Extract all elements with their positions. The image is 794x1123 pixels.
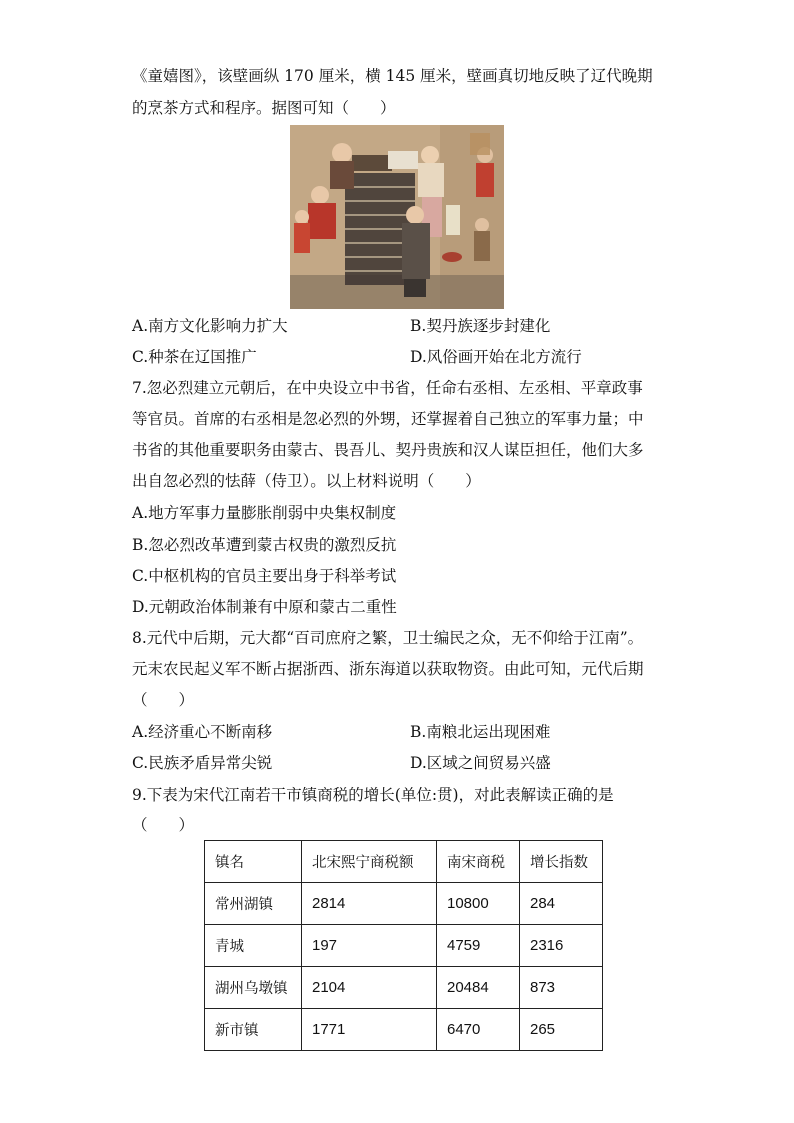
- q6-option-c[interactable]: C.种茶在辽国推广: [132, 348, 257, 366]
- q6-option-b[interactable]: B.契丹族逐步封建化: [410, 317, 551, 335]
- q6-option-d[interactable]: D.风俗画开始在北方流行: [410, 348, 582, 366]
- q7-option-c[interactable]: C.中枢机构的官员主要出身于科举考试: [132, 567, 397, 585]
- table-cell: 2104: [302, 967, 437, 1009]
- q7-option-a[interactable]: A.地方军事力量膨胀削弱中央集权制度: [132, 504, 397, 522]
- town-name-cell: 湖州乌墩镇: [205, 967, 302, 1009]
- table-cell: 6470: [437, 1009, 520, 1051]
- table-cell: 873: [520, 967, 603, 1009]
- town-name-cell: 新市镇: [205, 1009, 302, 1051]
- mural-image: [290, 125, 504, 309]
- table-header-cell: 北宋熙宁商税额: [302, 841, 437, 883]
- q8-stem-line2: 元末农民起义军不断占据浙西、浙东海道以获取物资。由此可知，元代后期: [132, 660, 644, 678]
- q8-option-a[interactable]: A.经济重心不断南移: [132, 723, 273, 741]
- town-name-cell: 青城: [205, 925, 302, 967]
- q7-option-b[interactable]: B.忽必烈改革遭到蒙古权贵的激烈反抗: [132, 536, 397, 554]
- q9-stem-line1: 9.下表为宋代江南若干市镇商税的增长(单位:贯)，对此表解读正确的是: [132, 786, 614, 804]
- table-row: [205, 1009, 603, 1051]
- table-cell: 265: [520, 1009, 603, 1051]
- table-cell: 20484: [437, 967, 520, 1009]
- q7-stem-line2: 等官员。首席的右丞相是忽必烈的外甥，还掌握着自己独立的军事力量；中: [132, 410, 644, 428]
- table-row: [205, 967, 603, 1009]
- table-cell: 1771: [302, 1009, 437, 1051]
- table-cell: 2814: [302, 883, 437, 925]
- q7-stem-line4: 出自忽必烈的怯薛（侍卫）。以上材料说明（ ）: [132, 472, 481, 490]
- table-cell: 10800: [437, 883, 520, 925]
- q6-option-a[interactable]: A.南方文化影响力扩大: [132, 317, 288, 335]
- q7-stem-line1: 7.忽必烈建立元朝后，在中央设立中书省，任命右丞相、左丞相、平章政事: [132, 379, 643, 397]
- table-row: [205, 925, 603, 967]
- q8-option-d[interactable]: D.区域之间贸易兴盛: [410, 754, 551, 772]
- table-cell: 284: [520, 883, 603, 925]
- q8-stem-line1: 8.元代中后期，元大都“百司庶府之繁，卫士编民之众，无不仰给于江南”。: [132, 629, 644, 647]
- q8-option-b[interactable]: B.南粮北运出现困难: [410, 723, 551, 741]
- table-header-cell: 镇名: [205, 841, 302, 883]
- q9-answer-paren: （ ）: [132, 816, 195, 834]
- town-name-cell: 常州湖镇: [205, 883, 302, 925]
- market-town-tax-table: [204, 840, 603, 1051]
- table-header-cell: 南宋商税: [437, 841, 520, 883]
- q7-stem-line3: 书省的其他重要职务由蒙古、畏吾儿、契丹贵族和汉人谋臣担任，他们大多: [132, 441, 644, 459]
- q8-option-c[interactable]: C.民族矛盾异常尖锐: [132, 754, 273, 772]
- table-cell: 197: [302, 925, 437, 967]
- table-cell: 2316: [520, 925, 603, 967]
- q6-stem-line1: 《童嬉图》，该壁画纵 170 厘米，横 145 厘米，壁画真切地反映了辽代晚期: [132, 67, 653, 85]
- table-row: [205, 883, 603, 925]
- q7-option-d[interactable]: D.元朝政治体制兼有中原和蒙古二重性: [132, 598, 397, 616]
- q6-stem-line2: 的烹茶方式和程序。据图可知（ ）: [132, 99, 396, 117]
- table-header-row: [205, 841, 603, 883]
- q8-answer-paren: （ ）: [132, 691, 195, 709]
- table-cell: 4759: [437, 925, 520, 967]
- table-header-cell: 增长指数: [520, 841, 603, 883]
